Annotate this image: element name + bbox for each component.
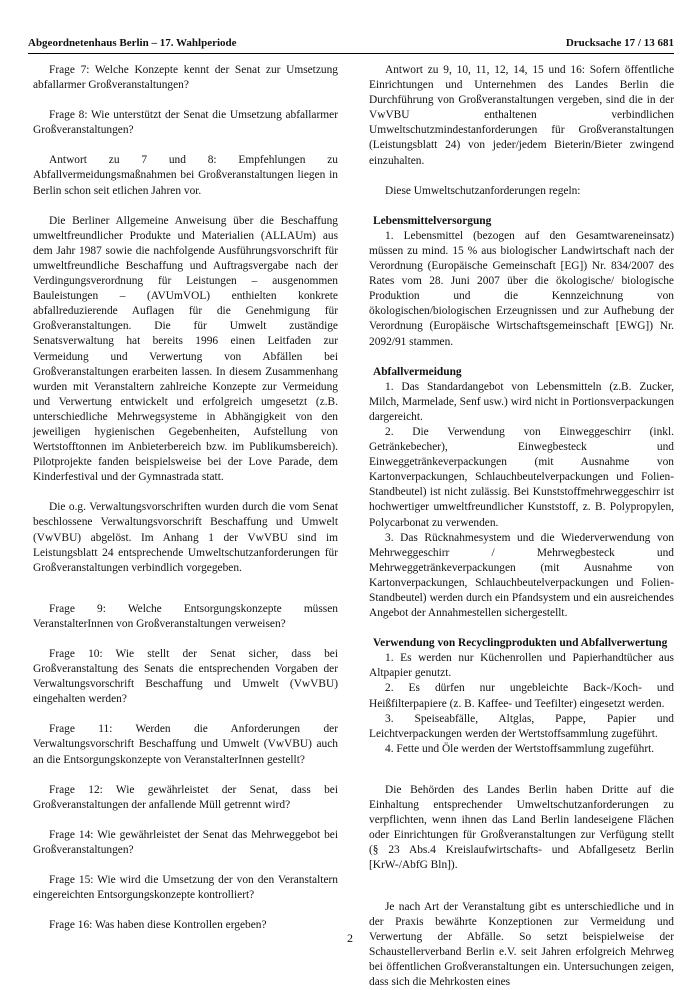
- question-15: Frage 15: Wie wird die Umsetzung der von den Veranstaltern eingereichten Entsorgungskonzepte kontrolliert?: [33, 874, 338, 902]
- requirements-intro: Diese Umweltschutzanforderungen regeln:: [385, 184, 581, 197]
- heading-food-supply: Lebensmittelversorgung: [373, 214, 492, 227]
- food-requirement: 1. Lebensmittel (bezogen auf den Gesamtwareneinsatz) müssen zu mind. 15 % aus biologischer Landwirtschaft nach der Verordnung (Europäische Gemeinschaft [EG]) Nr. 834/2007 des Rates vom 28. Juni 2007 über die ökologische/ biologische Produktion und die Kennzeichnung von ökologischen/biologischen Erzeugnissen und zur Aufhebung der Verordnung (Europäische Wirtschaftsgemeinschaft [EWG]) Nr. 2092/91 stammen.: [369, 229, 674, 348]
- heading-recycling: Verwendung von Recyclingprodukten und Abfallverwertung: [373, 637, 668, 650]
- left-column: [33, 63, 338, 933]
- recycling-item: 1. Es werden nur Küchenrollen und Papierhandtücher aus Altpapier genutzt.: [369, 652, 674, 680]
- header-rule: [28, 53, 674, 54]
- question-14: Frage 14: Wie gewährleistet der Senat das Mehrweggebot bei Großveranstaltungen?: [33, 828, 338, 856]
- paragraph-vwvbu: Die o.g. Verwaltungsvorschriften wurden durch die vom Senat beschlossene Verwaltungsvorschrift Beschaffung und Umwelt (VwVBU) abgelöst. Im Anhang 1 der VwVBU sind im Leistungsblatt 24 entsprechende Umweltschutzanforderungen für Großveranstaltungen verbindlich vorgegeben.: [33, 501, 338, 574]
- page-number: 2: [347, 931, 353, 945]
- recycling-item: 3. Speiseabfälle, Altglas, Pappe, Papier und Leichtverpackungen werden der Wertstoffsammlung zugeführt.: [369, 712, 674, 740]
- waste-item: 2. Die Verwendung von Einweggeschirr (inkl. Getränkebecher), Einwegbesteck und Einweggetränkeverpackungen (mit Ausnahme von Kartonverpackungen, Schlauchbeutelverpackungen und Folien-Standbeutel) ist nicht zulässig. Bei Kunststoffmehrweggeschirr ist hochwertiger umweltfreundlicher Kunststoff, z. B. Polypropylen, Polycarbonat zu verwenden.: [369, 425, 674, 529]
- question-12: Frage 12: Wie gewährleistet der Senat, dass bei Großveranstaltungen der anfallende Müll getrennt wird?: [33, 783, 338, 811]
- answer-9-16-intro: Antwort zu 9, 10, 11, 12, 14, 15 und 16: Sofern öffentliche Einrichtungen und Unternehmen des Landes Berlin die Durchführung von Großveranstaltungen vergeben, sind die in der VwVBU enthaltenen verbindlichen Umweltschutzmindestanforderungen für Großveranstaltungen (Leistungsblatt 24) von jeder/jedem Bieterin/Bieter zwingend einzuhalten.: [369, 64, 674, 167]
- closing-paragraph: Je nach Art der Veranstaltung gibt es unterschiedliche und in der Praxis bewährte Konzeptionen zur Vermeidung und Verwertung der Abfälle. So setzt beispielweise der Schaustellerverband Berlin e.V. seit Jahren erfolgreich Mehrweg bei öffentlichen Großveranstaltungen ein. Untersuchungen zeigen, dass sich die Mehrkosten eines: [369, 900, 674, 988]
- question-10: Frage 10: Wie stellt der Senat sicher, dass bei Großveranstaltung des Senats die entsprechenden Vorgaben der Verwaltungsvorschrift Beschaffung und Umwelt (VwVBU) eingehalten werden?: [33, 648, 338, 706]
- question-7: Frage 7: Welche Konzepte kennt der Senat zur Umsetzung abfallarmer Großveranstaltungen?: [33, 64, 338, 92]
- page-header: [28, 37, 674, 49]
- right-column: [369, 63, 674, 990]
- question-8: Frage 8: Wie unterstützt der Senat die Umsetzung abfallarmer Großveranstaltungen?: [33, 109, 338, 137]
- question-9: Frage 9: Welche Entsorgungskonzepte müssen VeranstalterInnen von Großveranstaltungen verweisen?: [33, 602, 338, 630]
- answer-7-8: Antwort zu 7 und 8: Empfehlungen zu Abfallvermeidungsmaßnahmen bei Großveranstaltungen liegen in Berlin schon seit etlichen Jahren vor.: [33, 154, 338, 197]
- question-11: Frage 11: Werden die Anforderungen der Verwaltungsvorschrift Beschaffung und Umwelt (VwVBU) auch an die Entsorgungskonzepte von VeranstalterInnen gestellt?: [33, 723, 338, 766]
- waste-item: 1. Das Standardangebot von Lebensmitteln (z.B. Zucker, Milch, Marmelade, Senf usw.) wird nicht in Portionsverpackungen dargereicht.: [369, 380, 674, 423]
- header-document-number: Drucksache 17 / 13 681: [565, 37, 674, 49]
- recycling-item: 4. Fette und Öle werden der Wertstoffsammlung zugeführt.: [385, 742, 655, 755]
- paragraph-allaum: Die Berliner Allgemeine Anweisung über die Beschaffung umweltfreundlicher Produkte und Materialien (ALLAUm) aus dem Jahr 1987 sowie die nachfolgende Ausführungsvorschrift für umweltfreundliche Beschaffung und Auftragsvergabe nach der Verdingungsverordnung für Leistungen – ausgenommen Bauleistungen – (AVUmVOL) enthielten konkrete abfallreduzierende Auflagen für die Genehmigung für Großveranstaltungen. Die für Umwelt zuständige Senatsverwaltung hat bereits 1996 einen Leitfaden zur Vermeidung und Verwertung von Abfällen bei Großveranstaltungen erarbeiten lassen. In diesem Zusammenhang wurden mit Veranstaltern zahlreiche Konzepte zur Vermeidung und Verwertung entwickelt und erfolgreich umgesetzt (z.B. unterschiedliche Mehrwegsysteme in Abhängigkeit von den jeweiligen hygienischen Gegebenheiten, Aufstellung von Wertstofftonnen im Anbieterbereich bzw. im Publikumsbereich). Pilotprojekte fanden beispielsweise bei der Love Parade, dem Kinderfestival und der Gymnastrada statt.: [33, 214, 338, 484]
- header-parliament: Abgeordnetenhaus Berlin – 17. Wahlperiode: [28, 37, 237, 49]
- heading-waste-avoidance: Abfallvermeidung: [373, 365, 462, 378]
- authorities-paragraph: Die Behörden des Landes Berlin haben Dritte auf die Einhaltung entsprechender Umweltschutzanforderungen zu verpflichten, wenn ihnen das Land Berlin landeseigene Flächen oder Einrichtungen für Großveranstaltungen zur Verfügung stellt (§ 23 Abs.4 Kreislaufwirtschafts- und Abfallgesetz Berlin [KrW-/AbfG Bln]).: [369, 783, 674, 872]
- question-16: Frage 16: Was haben diese Kontrollen ergeben?: [49, 919, 267, 932]
- recycling-item: 2. Es dürfen nur ungebleichte Back-/Koch- und Heißfilterpapiere (z. B. Kaffee- und Teefilter) eingesetzt werden.: [369, 682, 674, 710]
- waste-item: 3. Das Rücknahmesystem und die Wiederverwendung von Mehrweggeschirr / Mehrwegbesteck und Mehrweggetränkeverpackungen (mit Ausnahme von Kartonverpackungen, Schlauchbeutelverpackungen und Folien-Standbeutel) werden durch ein Pfandsystem und ein ausreichendes Angebot der Annahmestellen sichergestellt.: [369, 531, 674, 620]
